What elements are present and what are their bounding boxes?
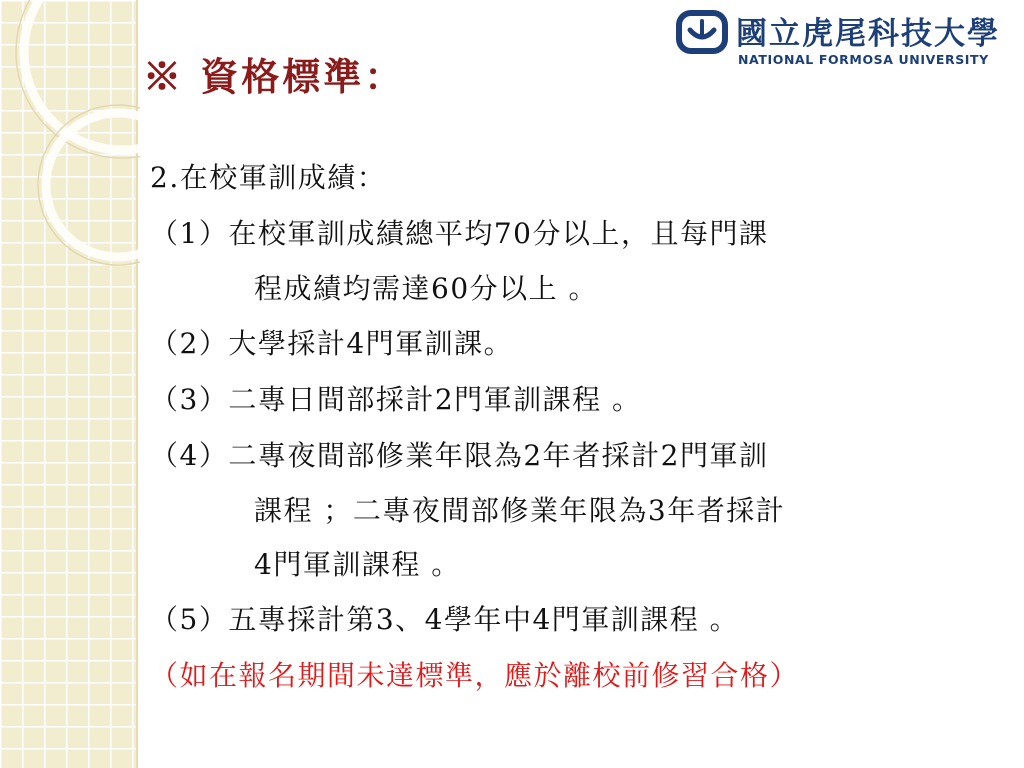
university-logo [676,8,1016,72]
slide-title: ※ 資格標準： [143,54,406,99]
red-note: （如在報名期間未達標準，應於離校前修習合格） [150,659,800,692]
item-marker: （4） [150,439,229,472]
item-marker: （5） [150,603,229,636]
item-marker: （3） [150,383,229,416]
list-item [150,428,1010,592]
item-marker: （2） [150,327,229,360]
item-text: 大學採計4門軍訓課。 [228,327,514,360]
item-text: 在校軍訓成績總平均70分以上，且每門課 [228,217,769,250]
slide-content [150,150,1010,704]
item-text: 二專日間部採計2門軍訓課程 。 [228,383,642,416]
item-text: 五專採計第3、4學年中4門軍訓課程 。 [228,603,740,636]
item-text-continued: 4門軍訓課程 。 [254,548,461,581]
university-name-en: NATIONAL FORMOSA UNIVERSITY [738,52,989,67]
item-text-continued: 課程 ；二專夜間部修業年限為3年者採計 [254,494,786,527]
decorative-circles-icon [0,0,140,300]
item-marker: （1） [150,217,229,250]
university-emblem-icon [676,10,728,54]
list-item [150,372,1010,428]
item-text: 二專夜間部修業年限為2年者採計2門軍訓 [228,439,769,472]
item-text-continued: 程成績均需達60分以上 。 [254,272,599,305]
list-item [150,206,1010,316]
university-name-zh: 國立虎尾科技大學 [736,16,1000,52]
list-item [150,592,1010,648]
section-heading: 2.在校軍訓成績： [150,161,387,194]
list-item [150,316,1010,372]
